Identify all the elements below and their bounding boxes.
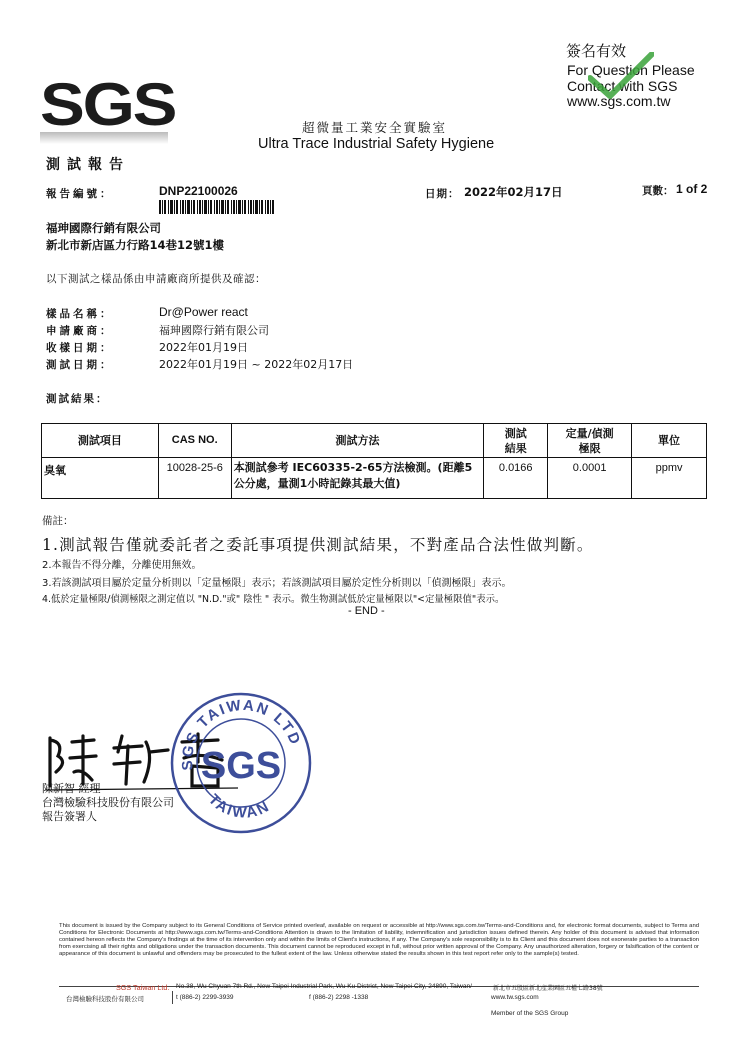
footer-web: www.tw.sgs.com (491, 994, 539, 1001)
signature-valid-label: 簽名有效 (566, 42, 627, 60)
signer-company: 台灣檢驗科技股份有限公司 (42, 796, 174, 809)
footer-company-en: SGS Taiwan Ltd. (116, 983, 170, 992)
note-1: 1.測試報告僅就委託者之委託事項提供測試結果，不對產品合法性做判斷。 (42, 536, 594, 554)
svg-text:TAIWAN (205, 791, 273, 822)
signer-role: 報告簽署人 (42, 810, 97, 823)
cell-unit: ppmv (632, 458, 707, 499)
test-period: 2022年01月19日 ~ 2022年02月17日 (159, 358, 354, 371)
test-period-label: 測試日期： (46, 359, 114, 371)
report-number-label: 報告編號： (46, 188, 114, 200)
table-header-row (42, 424, 707, 458)
applicant-label: 申請廠商： (46, 325, 114, 337)
intro-text: 以下測試之樣品係由申請廠商所提供及確認： (46, 273, 266, 285)
page-label: 頁數： (642, 185, 674, 197)
footer-company-zh: 台灣檢驗科技股份有限公司 (66, 995, 144, 1003)
results-table (41, 423, 707, 499)
verify-line-2: Contact with SGS (567, 78, 678, 94)
applicant: 福珅國際行銷有限公司 (159, 324, 269, 337)
date-label: 日期： (425, 188, 460, 200)
col-method: 測試方法 (231, 424, 484, 458)
sgs-logo: SGS (40, 71, 176, 138)
verify-line-3: www.sgs.com.tw (567, 93, 671, 109)
company-name: 福珅國際行銷有限公司 (46, 221, 161, 235)
check-icon (588, 52, 654, 100)
report-date: 2022年02月17日 (464, 185, 563, 199)
footer-fax: f (886-2) 2298 -1338 (309, 994, 369, 1001)
col-limit: 定量/偵測 極限 (548, 424, 632, 458)
stamp-center: SGS (200, 745, 282, 787)
results-heading: 測試結果： (46, 393, 109, 405)
footer-member: Member of the SGS Group (491, 1010, 569, 1017)
col-item: 測試項目 (42, 424, 159, 458)
company-address: 新北市新店區力行路14巷12號1樓 (46, 238, 225, 252)
note-3: 3.若該測試項目屬於定量分析則以「定量極限」表示；若該測試項目屬於定性分析則以「偵測極限」表示。 (42, 578, 512, 589)
note-4: 4.低於定量極限/偵測極限之測定值以 "N.D."或" 陰性 " 表示。微生物測試低於定量極限以"<定量極限值"表示。 (42, 594, 505, 605)
sample-name: Dr@Power react (159, 305, 248, 319)
page-number: 1 of 2 (676, 182, 708, 196)
col-cas: CAS NO. (158, 424, 231, 458)
cell-method: 本測試參考 IEC60335-2-65方法檢測。(距離5 公分處，量測1小時記錄其最大值) (231, 458, 484, 499)
col-unit: 單位 (632, 424, 707, 458)
cell-item: 臭氧 (42, 458, 159, 499)
end-marker: - END - (348, 605, 385, 617)
report-number: DNP22100026 (159, 184, 238, 198)
stamp-top-text: SGS TAIWAN LTD (178, 696, 305, 771)
footer-address-zh: 新北市五股區新北產業園區五權七路38號 (493, 985, 603, 992)
cell-result: 0.0166 (484, 458, 548, 499)
table-row (42, 458, 707, 499)
footer-address-en: No.38, Wu Chyuan 7th Rd., New Taipei Industrial Park, Wu Ku District, New Taipei City, 24890, Taiwan/ (176, 983, 472, 990)
verify-line-1: For Question Please (567, 62, 695, 78)
cell-cas: 10028-25-6 (158, 458, 231, 499)
cell-limit: 0.0001 (548, 458, 632, 499)
note-2: 2.本報告不得分離，分離使用無效。 (42, 560, 202, 571)
sample-name-label: 樣品名稱： (46, 308, 114, 320)
received-label: 收樣日期： (46, 342, 114, 354)
barcode (159, 200, 274, 214)
legal-disclaimer: This document is issued by the Company subject to its General Conditions of Service printed overleaf, available on request or accessible at http://www.sgs.com.tw/Terms-and-Conditions and, for electronic format documents, subject to Terms and Conditions for Electronic Documents at http://www.sgs.com.tw/Terms-and-Conditions Attention is drawn to the limitation of liability, indemnification and jurisdiction issues defined therein. Any holder of this document is advised that information contained hereon reflects the Company's findings at the time of its intervention only and within the limits of Client's instructions, if any. The Company's sole responsibility is to its Client and this document does not exonerate parties to a transaction from exercising all their rights and obligations under the transaction documents. This document cannot be reproduced except in full, without prior written approval of the Company. Any unauthorized alteration, forgery or falsification of the content or appearance of this document is unlawful and offenders may be prosecuted to the fullest extent of the law. Unless otherwise stated the results shown in this test report refer only to the sample(s) tested. (59, 923, 699, 957)
stamp-bottom-text: TAIWAN (204, 790, 274, 822)
notes-heading: 備註： (42, 515, 74, 527)
footer-separator (172, 991, 173, 1004)
signer-name: 陳新智 經理 (42, 782, 101, 795)
footer-tel: t (886-2) 2299-3939 (176, 994, 234, 1001)
report-title: 測試報告 (46, 157, 130, 173)
lab-name-zh: 超微量工業安全實驗室 (302, 120, 448, 135)
col-result: 測試 結果 (484, 424, 548, 458)
received-date: 2022年01月19日 (159, 341, 248, 354)
lab-name-en: Ultra Trace Industrial Safety Hygiene (258, 136, 495, 152)
sgs-taiwan-stamp (168, 690, 314, 836)
